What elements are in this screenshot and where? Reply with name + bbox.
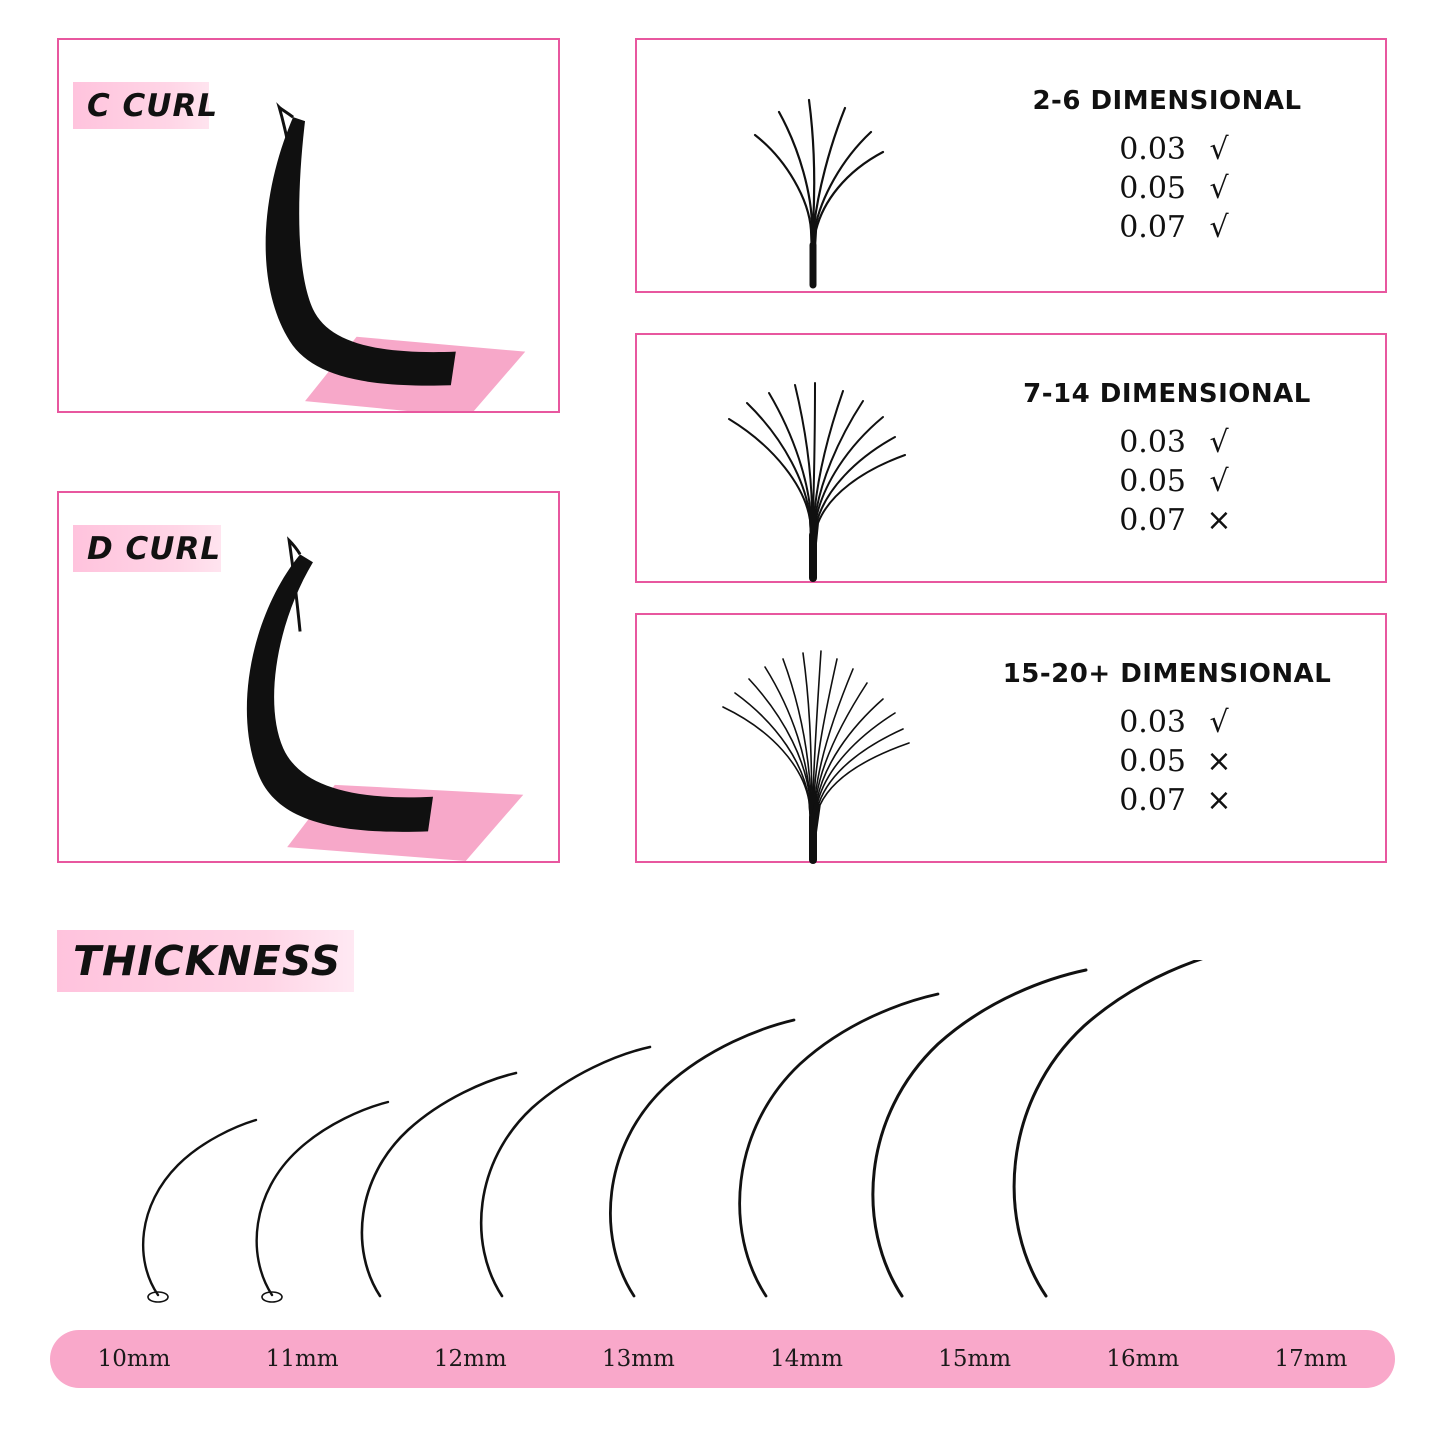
size-label-10mm: 10mm	[97, 1346, 171, 1372]
spec-value: 0.05	[1119, 171, 1186, 206]
thickness-label: THICKNESS	[73, 937, 342, 985]
spec-value: 0.03	[1119, 424, 1186, 460]
fan-illustration-7-14	[637, 335, 967, 581]
spec-row	[1082, 783, 1252, 818]
spec-mark: √	[1209, 424, 1229, 460]
spec-row	[1082, 744, 1252, 779]
spec-list	[1082, 132, 1252, 245]
c-curl-label-tag	[73, 82, 219, 129]
c-curl-panel	[57, 38, 560, 413]
spec-value: 0.05	[1119, 743, 1186, 779]
d-curl-panel	[57, 491, 560, 863]
dimension-title: 2-6 DIMENSIONAL	[1032, 86, 1302, 116]
spec-row	[1082, 503, 1252, 538]
spec-mark: √	[1209, 463, 1229, 499]
spec-mark: √	[1209, 171, 1229, 206]
spec-list	[1082, 425, 1252, 538]
spec-row	[1082, 171, 1252, 206]
lash-curves-svg	[50, 960, 1400, 1320]
size-label-16mm: 16mm	[1106, 1346, 1180, 1372]
size-label-17mm: 17mm	[1274, 1346, 1348, 1372]
d-curl-label: D CURL	[87, 530, 222, 567]
fan-illustration-15-20	[637, 615, 967, 861]
lash-length-illustrations	[50, 960, 1400, 1320]
spec-row	[1082, 705, 1252, 740]
spec-value: 0.05	[1119, 463, 1186, 499]
c-curl-label: C CURL	[87, 87, 219, 124]
spec-value: 0.07	[1119, 782, 1186, 818]
spec-value: 0.03	[1119, 704, 1186, 740]
spec-row	[1082, 132, 1252, 167]
spec-list	[1082, 705, 1252, 818]
dimension-title: 7-14 DIMENSIONAL	[1023, 378, 1311, 409]
fan-svg-6	[637, 40, 967, 295]
d-curl-label-tag	[73, 525, 221, 572]
size-label-11mm: 11mm	[265, 1346, 339, 1372]
spec-mark: √	[1209, 210, 1229, 245]
dimension-info-7-14	[967, 379, 1385, 538]
spec-row	[1082, 464, 1252, 499]
spec-mark: ×	[1206, 743, 1232, 779]
dimension-info-15-20	[967, 659, 1385, 818]
spec-mark: √	[1209, 132, 1229, 167]
fan-illustration-2-6	[637, 40, 967, 291]
dimension-info-2-6	[967, 86, 1385, 245]
fan-svg-10	[637, 335, 967, 585]
fan-svg-14	[637, 615, 967, 865]
size-label-13mm: 13mm	[601, 1346, 675, 1372]
size-label-15mm: 15mm	[938, 1346, 1012, 1372]
dimension-panel-2-6	[635, 38, 1387, 293]
spec-value: 0.07	[1119, 502, 1186, 538]
spec-row	[1082, 425, 1252, 460]
spec-value: 0.03	[1119, 132, 1186, 167]
spec-value: 0.07	[1119, 210, 1186, 245]
size-label-14mm: 14mm	[770, 1346, 843, 1372]
spec-row	[1082, 210, 1252, 245]
dimension-panel-7-14	[635, 333, 1387, 583]
lash-size-scale-bar	[50, 1330, 1395, 1388]
spec-mark: ×	[1206, 782, 1232, 818]
size-label-12mm: 12mm	[433, 1346, 507, 1372]
spec-mark: ×	[1206, 502, 1232, 538]
spec-mark: √	[1209, 704, 1229, 740]
dimension-title: 15-20+ DIMENSIONAL	[1002, 658, 1332, 689]
dimension-panel-15-20	[635, 613, 1387, 863]
